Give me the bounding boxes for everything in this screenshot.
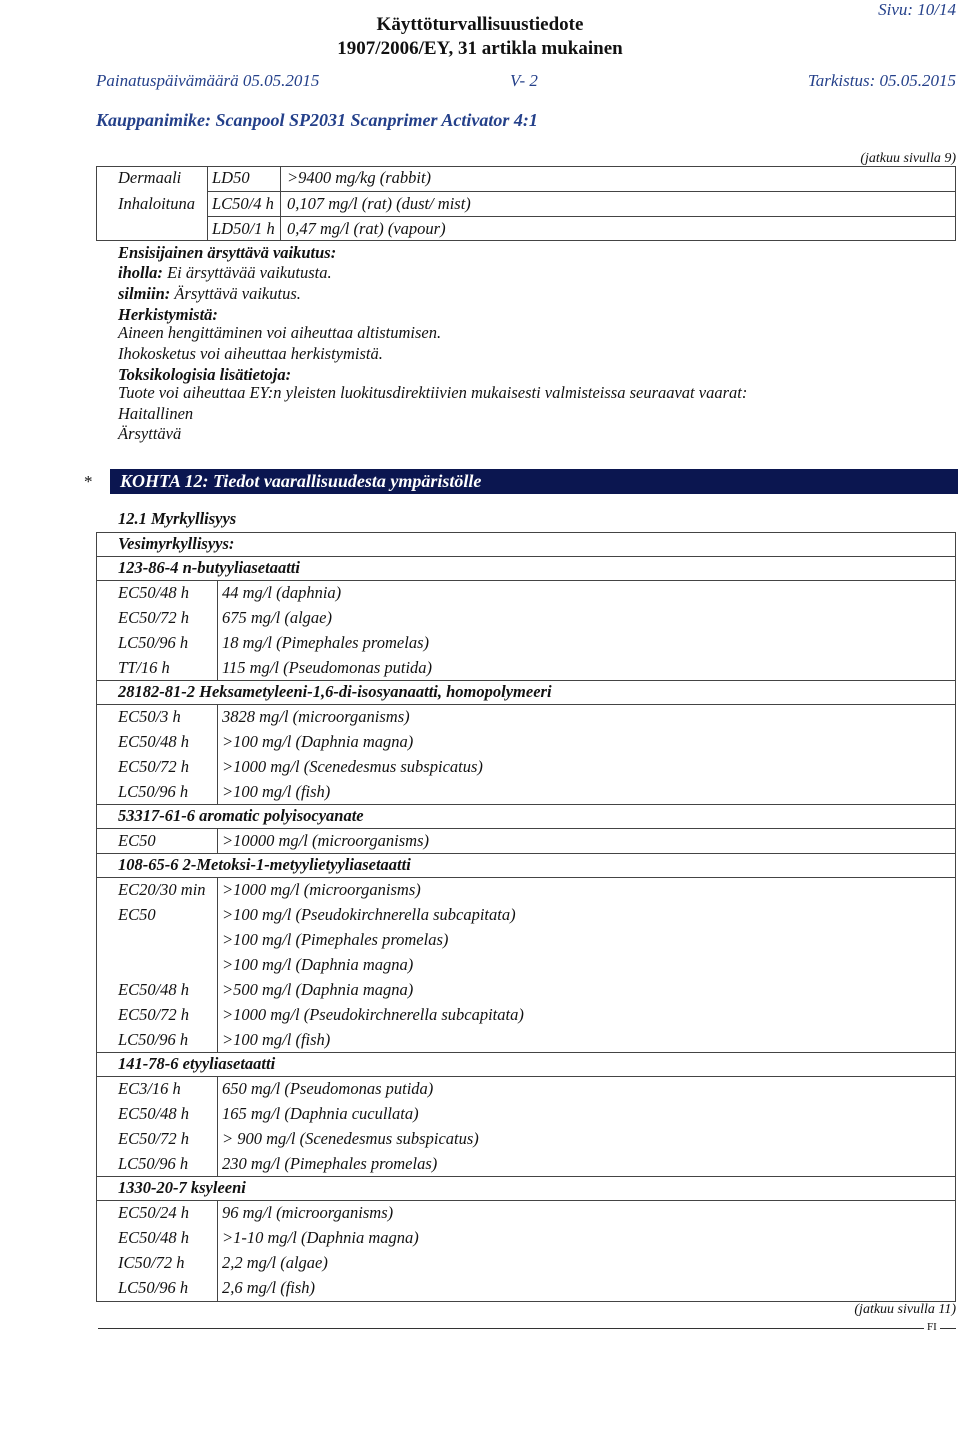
toxicity-value: >500 mg/l (Daphnia magna) (222, 980, 414, 999)
endpoint: EC20/30 min (118, 880, 206, 899)
aquatic-heading: Vesimyrkyllisyys: (118, 534, 235, 553)
irritation-heading: Ensisijainen ärsyttävä vaikutus: (118, 243, 337, 262)
tox-route: Inhaloituna (118, 194, 195, 213)
additional-line: Ärsyttävä (118, 424, 182, 443)
endpoint: LC50/96 h (118, 1278, 189, 1297)
endpoint: LC50/96 h (118, 782, 189, 801)
toxicity-value: 2,6 mg/l (fish) (222, 1278, 316, 1297)
toxicity-value: >100 mg/l (Pseudokirchnerella subcapitata) (222, 905, 516, 924)
toxicity-value: 44 mg/l (daphnia) (222, 583, 342, 602)
language-code: FI (927, 1321, 937, 1333)
endpoint: EC50 (118, 831, 156, 850)
toxicity-value: >100 mg/l (fish) (222, 782, 331, 801)
tox-type: LC50/4 h (212, 194, 274, 213)
endpoint: EC50/48 h (118, 1228, 190, 1247)
toxicity-value: 650 mg/l (Pseudomonas putida) (222, 1079, 434, 1098)
endpoint: LC50/96 h (118, 1030, 189, 1049)
change-marker: * (84, 472, 93, 491)
endpoint: EC50/24 h (118, 1203, 190, 1222)
endpoint: EC50/72 h (118, 1129, 190, 1148)
skin-label: iholla: (118, 263, 163, 282)
toxicity-value: >10000 mg/l (microorganisms) (222, 831, 429, 850)
toxicity-value: 96 mg/l (microorganisms) (222, 1203, 394, 1222)
substance-name: 108-65-6 2-Metoksi-1-metyylietyyliasetaatti (118, 855, 411, 874)
endpoint: EC50/48 h (118, 583, 190, 602)
page-number: Sivu: 10/14 (878, 0, 956, 19)
toxicity-value: >100 mg/l (Daphnia magna) (222, 732, 414, 751)
endpoint: LC50/96 h (118, 633, 189, 652)
endpoint: LC50/96 h (118, 1154, 189, 1173)
footer-rule (940, 1328, 956, 1329)
toxicity-value: 165 mg/l (Daphnia cucullata) (222, 1104, 419, 1123)
additional-line: Tuote voi aiheuttaa EY:n yleisten luokitusdirektiivien mukaisesti valmisteissa seuraavat vaarat: (118, 383, 748, 402)
eye-irritation (118, 284, 301, 304)
tox-value: >9400 mg/kg (rabbit) (287, 168, 432, 187)
toxicity-value: >100 mg/l (fish) (222, 1030, 331, 1049)
product-name: Kauppanimike: Scanpool SP2031 Scanprimer Activator 4:1 (96, 110, 538, 130)
version: V- 2 (510, 71, 538, 90)
toxicity-value: >1000 mg/l (microorganisms) (222, 880, 421, 899)
substance-name: 53317-61-6 aromatic polyisocyanate (118, 806, 364, 825)
skin-irritation (118, 263, 332, 283)
endpoint: EC50/72 h (118, 757, 190, 776)
endpoint: EC50/72 h (118, 1005, 190, 1024)
endpoint: EC50 (118, 905, 156, 924)
substance-name: 28182-81-2 Heksametyleeni-1,6-di-isosyanaatti, homopolymeeri (118, 682, 552, 701)
continued-to: (jatkuu sivulla 11) (854, 1302, 956, 1317)
tox-type: LD50/1 h (212, 219, 275, 238)
toxicity-value: > 900 mg/l (Scenedesmus subspicatus) (222, 1129, 479, 1148)
toxicity-value: >1000 mg/l (Scenedesmus subspicatus) (222, 757, 483, 776)
eyes-text: Ärsyttävä vaikutus. (174, 284, 301, 303)
sensitization-line: Aineen hengittäminen voi aiheuttaa altistumisen. (118, 323, 442, 342)
toxicity-value: >1-10 mg/l (Daphnia magna) (222, 1228, 419, 1247)
substance-name: 141-78-6 etyyliasetaatti (118, 1054, 276, 1073)
toxicity-value: 3828 mg/l (microorganisms) (222, 707, 410, 726)
endpoint: EC50/48 h (118, 1104, 190, 1123)
endpoint: EC50/48 h (118, 980, 190, 999)
toxicity-value: 115 mg/l (Pseudomonas putida) (222, 658, 433, 677)
additional-heading: Toksikologisia lisätietoja: (118, 365, 292, 384)
endpoint: EC3/16 h (118, 1079, 181, 1098)
toxicity-value: 230 mg/l (Pimephales promelas) (222, 1154, 438, 1173)
skin-text: Ei ärsyttävää vaikutusta. (167, 263, 332, 282)
toxicity-value: 2,2 mg/l (algae) (222, 1253, 328, 1272)
regulation-subtitle: 1907/2006/EY, 31 artikla mukainen (337, 38, 623, 59)
tox-route: Dermaali (118, 168, 182, 187)
sensitization-line: Ihokosketus voi aiheuttaa herkistymistä. (118, 344, 383, 363)
tox-type: LD50 (212, 168, 250, 187)
substance-name: 1330-20-7 ksyleeni (118, 1178, 246, 1197)
endpoint: EC50/48 h (118, 732, 190, 751)
tox-value: 0,107 mg/l (rat) (dust/ mist) (287, 194, 471, 213)
substance-name: 123-86-4 n-butyyliasetaatti (118, 558, 300, 577)
toxicity-value: 675 mg/l (algae) (222, 608, 332, 627)
subsection-title: 12.1 Myrkyllisyys (118, 509, 237, 528)
endpoint: IC50/72 h (118, 1253, 185, 1272)
section-title: KOHTA 12: Tiedot vaarallisuudesta ympäristölle (120, 471, 482, 491)
additional-line: Haitallinen (118, 404, 194, 423)
document-title: Käyttöturvallisuustiedote (376, 14, 584, 35)
toxicity-value: >100 mg/l (Pimephales promelas) (222, 930, 449, 949)
endpoint: EC50/3 h (118, 707, 181, 726)
print-date: Painatuspäivämäärä 05.05.2015 (96, 71, 320, 90)
footer-rule (98, 1328, 924, 1329)
sensitization-heading: Herkistymistä: (118, 305, 218, 324)
tox-value: 0,47 mg/l (rat) (vapour) (287, 219, 446, 238)
toxicity-value: >1000 mg/l (Pseudokirchnerella subcapitata) (222, 1005, 524, 1024)
toxicity-value: >100 mg/l (Daphnia magna) (222, 955, 414, 974)
revision-date: Tarkistus: 05.05.2015 (807, 71, 956, 90)
endpoint: TT/16 h (118, 658, 170, 677)
continued-from: (jatkuu sivulla 9) (860, 151, 956, 166)
eyes-label: silmiin: (118, 284, 171, 303)
toxicity-value: 18 mg/l (Pimephales promelas) (222, 633, 429, 652)
endpoint: EC50/72 h (118, 608, 190, 627)
